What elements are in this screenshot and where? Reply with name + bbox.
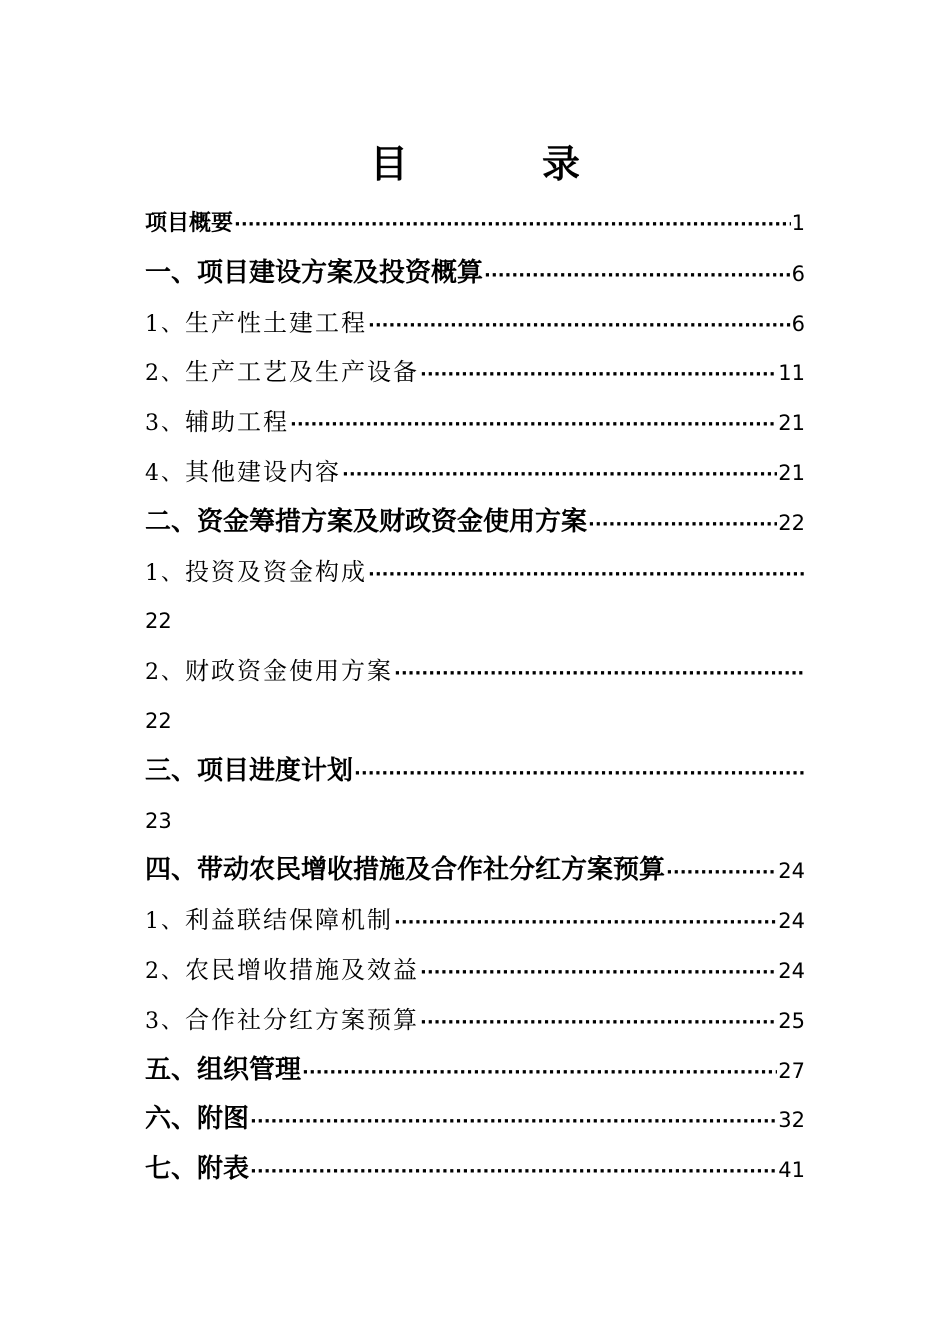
- page-title: 目 录: [369, 141, 628, 186]
- toc-page-number: 41: [778, 1158, 805, 1183]
- toc-entry-section-2[interactable]: [145, 498, 805, 548]
- toc-entry-label: 利益联结保障机制: [185, 906, 393, 935]
- toc-entry-label: 项目概要: [145, 211, 234, 236]
- toc-entry-number: 2、: [145, 660, 185, 686]
- toc-entry-label: 生产性土建工程: [185, 308, 367, 337]
- toc-page-number: 24: [778, 859, 805, 884]
- toc-entry-label: 农民增收措施及效益: [185, 955, 419, 984]
- toc-entry-label: 七、附表: [145, 1154, 250, 1185]
- toc-entry-number: 1、: [145, 909, 185, 935]
- toc-page-number: 22: [145, 609, 172, 634]
- toc-entry-label: 生产工艺及生产设备: [185, 358, 419, 387]
- toc-entry-4-1[interactable]: [145, 896, 805, 946]
- toc-entry-1-4[interactable]: [145, 448, 805, 498]
- toc-page-number: 11: [778, 361, 805, 386]
- dot-leader: [234, 200, 791, 249]
- toc-entry-section-1[interactable]: [145, 249, 805, 299]
- toc-entry-overview[interactable]: [145, 199, 805, 249]
- dot-leader: [484, 251, 791, 299]
- toc-entry-number: 3、: [145, 411, 185, 437]
- toc-entry-label: 其他建设内容: [185, 457, 341, 486]
- toc-entry-section-3[interactable]: [145, 747, 805, 797]
- toc-page-number: 25: [778, 1008, 805, 1033]
- toc-entry-1-2[interactable]: [145, 348, 805, 398]
- toc-entry-label: 三、项目进度计划: [145, 755, 354, 786]
- dot-leader: [666, 848, 777, 896]
- dot-leader: [302, 1048, 777, 1096]
- toc-entry-section-7[interactable]: [145, 1145, 805, 1195]
- dot-leader: [394, 649, 804, 697]
- dot-leader: [394, 898, 777, 946]
- toc-entry-label: 辅助工程: [185, 408, 289, 437]
- dot-leader: [342, 450, 777, 498]
- toc-entry-section-6[interactable]: [145, 1095, 805, 1145]
- dot-leader: [354, 749, 804, 797]
- toc-entry-1-3[interactable]: [145, 398, 805, 448]
- toc-entry-number: 3、: [145, 1008, 185, 1034]
- toc-page-number: 6: [791, 311, 805, 336]
- toc-entry-section-4[interactable]: [145, 846, 805, 896]
- toc-page-number: 21: [778, 460, 805, 485]
- dot-leader: [588, 500, 777, 548]
- dot-leader: [290, 400, 777, 448]
- toc-entry-number: 4、: [145, 460, 185, 486]
- toc-entry-label: 六、附图: [145, 1104, 250, 1135]
- toc-entry-2-2[interactable]: [145, 647, 805, 697]
- toc-entry-number: 2、: [145, 958, 185, 984]
- toc-page-number: 23: [145, 808, 172, 833]
- dot-leader: [250, 1097, 777, 1145]
- dot-leader: [420, 998, 777, 1046]
- toc-entry-2-1[interactable]: [145, 548, 805, 598]
- dot-leader: [368, 550, 804, 598]
- dot-leader: [420, 350, 777, 398]
- toc-entry-label: 四、带动农民增收措施及合作社分红方案预算: [145, 855, 666, 886]
- toc-page-number: 27: [778, 1058, 805, 1083]
- toc-entry-label: 财政资金使用方案: [185, 657, 393, 686]
- toc-entry-label: 投资及资金构成: [185, 557, 367, 586]
- toc-page-number: 32: [778, 1108, 805, 1133]
- toc-entry-label: 一、项目建设方案及投资概算: [145, 257, 484, 288]
- toc-entry-number: 1、: [145, 311, 185, 337]
- toc-page-number: 22: [778, 510, 805, 535]
- dot-leader: [250, 1147, 777, 1195]
- toc-entry-label: 二、资金筹措方案及财政资金使用方案: [145, 506, 588, 537]
- toc-entry-label: 合作社分红方案预算: [185, 1005, 419, 1034]
- toc-page-number: 21: [778, 411, 805, 436]
- toc-page-number: 24: [778, 958, 805, 983]
- toc-entry-number: 1、: [145, 560, 185, 586]
- toc-page-number: 24: [778, 909, 805, 934]
- toc-page-number: 1: [791, 211, 805, 235]
- dot-leader: [368, 301, 791, 349]
- toc-entry-section-5[interactable]: [145, 1046, 805, 1096]
- toc-entry-number: 2、: [145, 361, 185, 387]
- toc-page-number: 6: [791, 261, 805, 286]
- toc-entry-label: 五、组织管理: [145, 1054, 302, 1085]
- toc-entry-1-1[interactable]: [145, 299, 805, 349]
- toc-page-number: 22: [145, 708, 172, 733]
- toc-entry-4-3[interactable]: [145, 996, 805, 1046]
- dot-leader: [420, 948, 777, 996]
- table-of-contents: [145, 199, 805, 1195]
- toc-entry-4-2[interactable]: [145, 946, 805, 996]
